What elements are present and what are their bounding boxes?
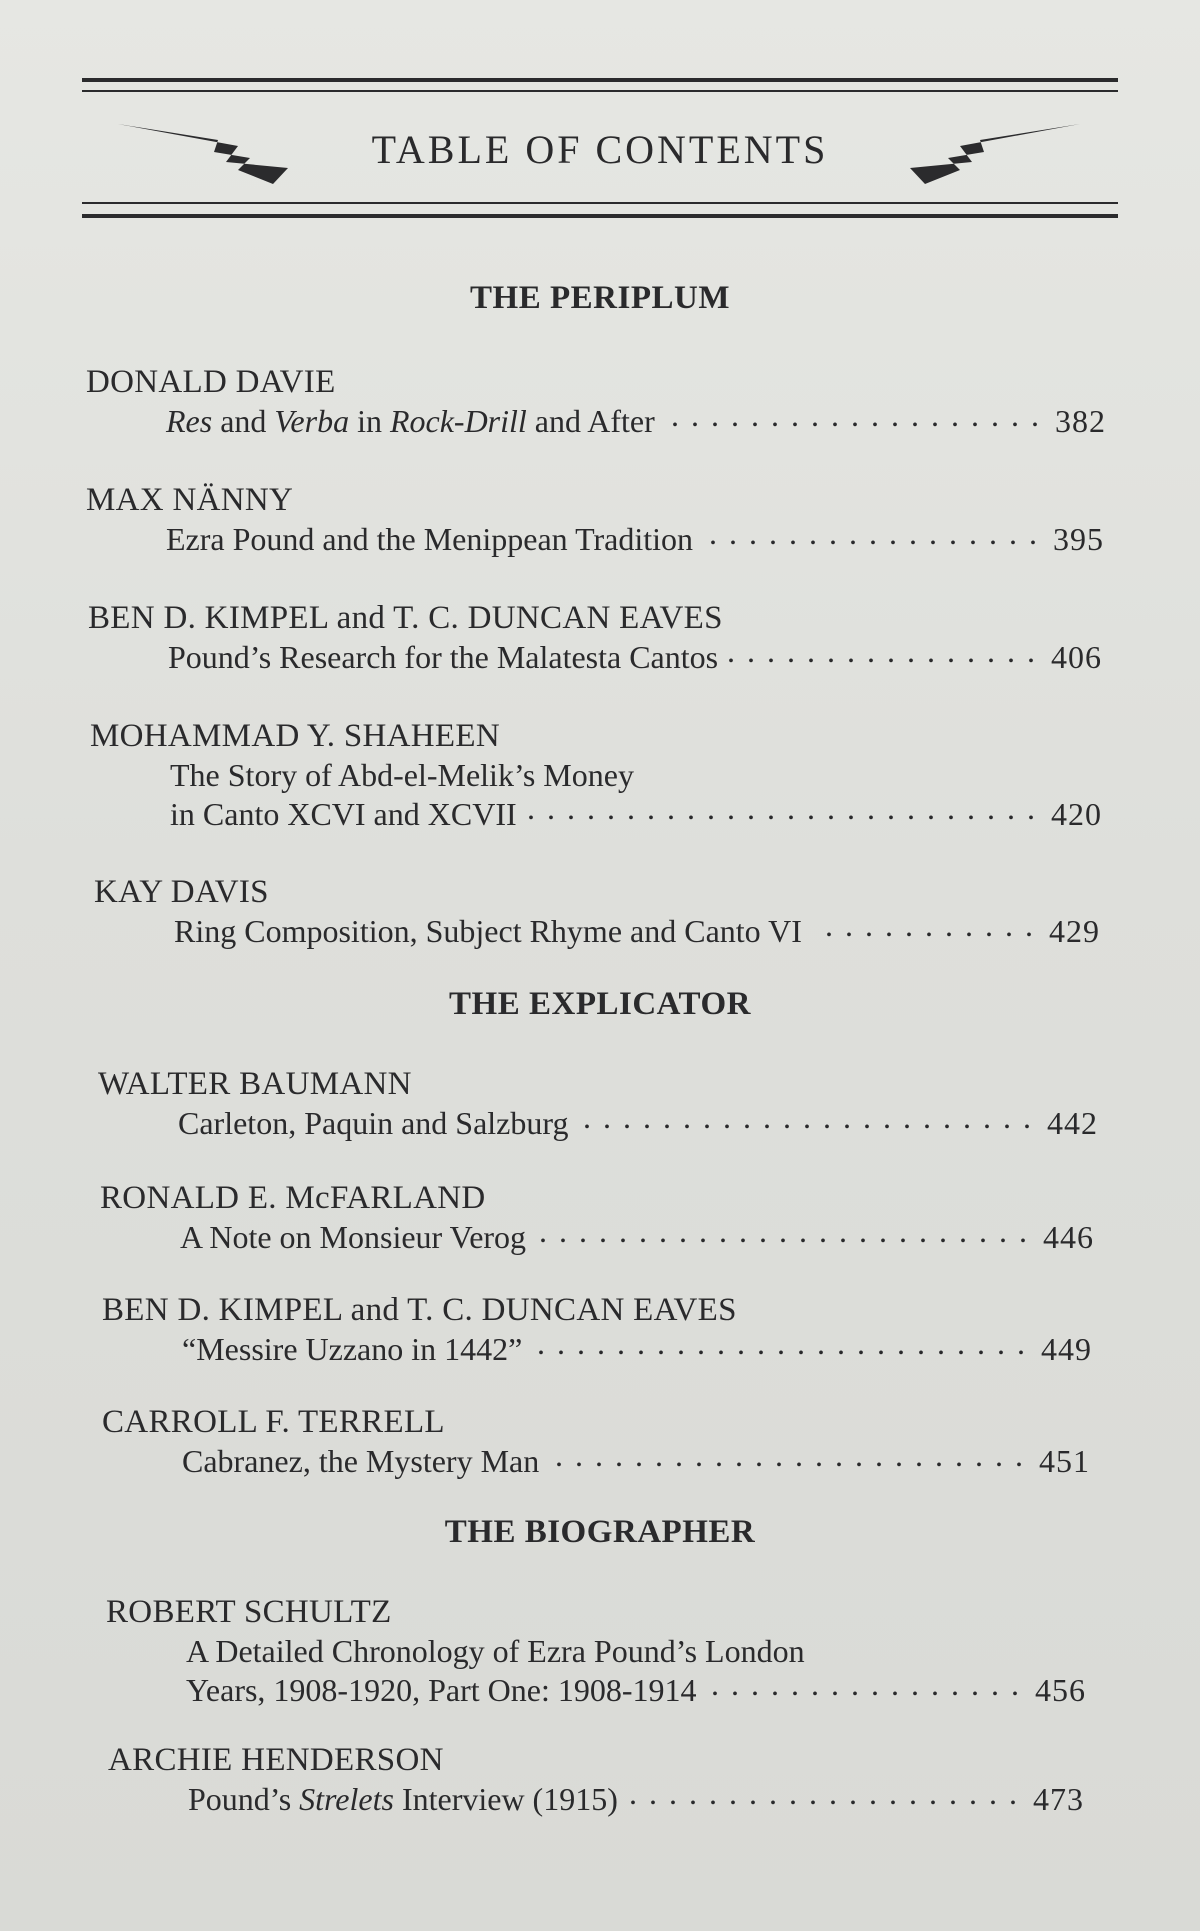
title-italic-part: Verba [274, 403, 350, 439]
entry-author: ARCHIE HENDERSON [108, 1742, 444, 1778]
title-italic-part: Res [166, 403, 213, 439]
bottom-rule-1 [82, 202, 1118, 204]
leader-dots [706, 1671, 1021, 1701]
entry-title-line-2 [106, 1671, 1086, 1710]
entry-title-line [102, 1442, 1090, 1481]
title-part: Pound’s [188, 1781, 300, 1817]
right-bolt-ornament [900, 118, 1080, 188]
toc-entry [98, 1064, 1098, 1143]
toc-entry [106, 1592, 1086, 1710]
entry-author: MAX NÄNNY [86, 482, 294, 518]
toc-entry [94, 872, 1100, 951]
entry-title-line [100, 1218, 1094, 1257]
entry-title-line-1: A Detailed Chronology of Ezra Pound’s London [186, 1633, 805, 1669]
entry-page-number: 406 [1051, 639, 1102, 675]
toc-entry [88, 598, 1102, 677]
leader-dots [812, 912, 1035, 942]
entry-title: Ring Composition, Subject Rhyme and Canto VI [174, 913, 802, 949]
entry-page-number: 382 [1055, 403, 1106, 439]
entry-author: CARROLL F. TERRELL [102, 1404, 445, 1440]
toc-entry [90, 716, 1102, 834]
entry-title: Cabranez, the Mystery Man [182, 1443, 540, 1479]
entry-author: RONALD E. McFARLAND [100, 1180, 486, 1216]
leader-dots [578, 1104, 1033, 1134]
entry-title: “Messire Uzzano in 1442” [182, 1331, 523, 1367]
toc-banner [82, 78, 1118, 228]
toc-entry [100, 1178, 1094, 1257]
entry-title: Ezra Pound and the Menippean Tradition [166, 521, 694, 557]
leader-dots [527, 795, 1037, 825]
title-part: and [212, 403, 275, 439]
page-title: TABLE OF CONTENTS [371, 127, 829, 172]
top-rule-2 [82, 90, 1118, 92]
entry-page-number: 395 [1053, 521, 1104, 557]
section-heading-explicator: THE EXPLICATOR [449, 986, 751, 1022]
entry-page-number: 442 [1047, 1105, 1098, 1141]
entry-author: KAY DAVIS [94, 874, 269, 910]
entry-title [166, 402, 655, 441]
entry-page-number: 456 [1035, 1672, 1086, 1708]
entry-title-continued: Years, 1908-1920, Part One: 1908-1914 [186, 1672, 697, 1708]
entry-author: ROBERT SCHULTZ [106, 1594, 392, 1630]
title-part: and After [526, 403, 655, 439]
leader-dots [628, 1780, 1019, 1810]
toc-entry [108, 1740, 1084, 1819]
toc-entry [86, 480, 1104, 559]
toc-entry [86, 362, 1106, 441]
title-part: in [349, 403, 390, 439]
section-heading-periplum: THE PERIPLUM [470, 280, 730, 316]
leader-dots [665, 402, 1041, 432]
entry-author: WALTER BAUMANN [98, 1066, 412, 1102]
entry-title-continued: in Canto XCVI and XCVII [170, 796, 517, 832]
entry-author: MOHAMMAD Y. SHAHEEN [90, 718, 500, 754]
title-italic-part: Rock-Drill [389, 403, 527, 439]
toc-entry [102, 1290, 1092, 1369]
entry-page-number: 473 [1033, 1781, 1084, 1817]
entry-title-line-2 [90, 795, 1102, 834]
title-part: Interview (1915) [393, 1781, 618, 1817]
entry-title-line [86, 520, 1104, 559]
entry-author: BEN D. KIMPEL and T. C. DUNCAN EAVES [102, 1292, 737, 1328]
entry-title [188, 1780, 618, 1819]
entry-page-number: 449 [1041, 1331, 1092, 1367]
entry-author: BEN D. KIMPEL and T. C. DUNCAN EAVES [88, 600, 723, 636]
bottom-rule-2 [82, 214, 1118, 218]
entry-title-line [108, 1780, 1084, 1819]
section-heading-biographer: THE BIOGRAPHER [444, 1514, 756, 1550]
entry-title: Pound’s Research for the Malatesta Cantos [168, 639, 719, 675]
entry-title-line [102, 1330, 1092, 1369]
entry-title-line [88, 638, 1102, 677]
entry-title-line-1: The Story of Abd-el-Melik’s Money [170, 757, 634, 793]
entry-title-line [98, 1104, 1098, 1143]
entry-page-number: 420 [1051, 796, 1102, 832]
toc-entry [102, 1402, 1090, 1481]
entry-title: Carleton, Paquin and Salzburg [178, 1105, 569, 1141]
entry-title-line [94, 912, 1100, 951]
top-rule-1 [82, 78, 1118, 82]
entry-title-line [86, 402, 1106, 441]
entry-page-number: 446 [1043, 1219, 1094, 1255]
leader-dots [728, 638, 1037, 668]
leader-dots [536, 1218, 1029, 1248]
entry-page-number: 451 [1039, 1443, 1090, 1479]
entry-title: A Note on Monsieur Verog [180, 1219, 527, 1255]
title-italic-part: Strelets [299, 1781, 394, 1817]
leader-dots [703, 520, 1039, 550]
entry-page-number: 429 [1049, 913, 1100, 949]
leader-dots [549, 1442, 1025, 1472]
entry-author: DONALD DAVIE [86, 364, 336, 400]
leader-dots [532, 1330, 1027, 1360]
